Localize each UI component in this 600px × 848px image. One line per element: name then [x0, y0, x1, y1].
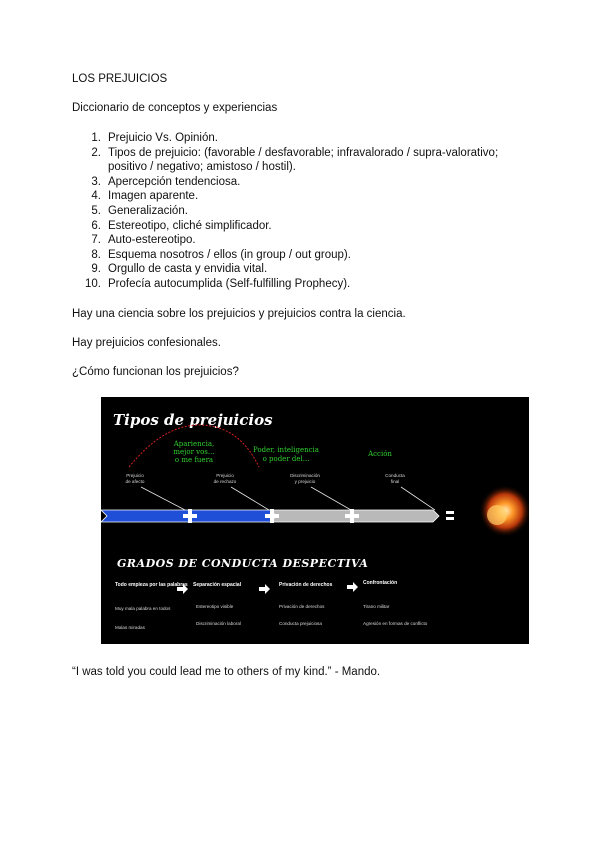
step-label: Separación espacial: [193, 582, 242, 588]
row-label: Muy mala palabra en todos: [115, 606, 171, 611]
green-label-line: Acción: [368, 450, 392, 458]
row-label: Tirano militar: [363, 604, 390, 609]
pointer-line: [141, 487, 185, 510]
pointer-line: [231, 487, 269, 510]
explosion-core: [487, 505, 507, 525]
green-label-line: mejor vos...: [173, 448, 215, 456]
plus-icon: [350, 509, 354, 523]
list-text: Esquema nosotros / ellos (in group / out group).: [108, 248, 351, 261]
green-label-line: o poder del...: [262, 455, 310, 463]
list-text: Prejuicio Vs. Opinión.: [108, 132, 218, 144]
row-label: Malas miradas: [115, 625, 145, 630]
small-label-line: de afecto: [125, 479, 145, 484]
list-item: [72, 233, 532, 248]
row-label: Discriminación laboral: [196, 621, 241, 626]
list-text: Generalización.: [108, 204, 188, 217]
list-number: 6.: [91, 219, 101, 232]
small-label-line: final: [390, 479, 400, 484]
row-label: Conducta prejuiciosa: [279, 621, 322, 626]
plus-icon: [270, 509, 274, 523]
row-label: Agresión en formas de conflicto: [363, 621, 428, 626]
small-label-line: Conducta: [385, 473, 405, 478]
list-number: 1.: [91, 132, 101, 144]
green-label-line: Poder, inteligencia: [253, 446, 319, 454]
list-text: Apercepción tendenciosa.: [108, 175, 241, 188]
arrow-right-icon: [259, 584, 270, 594]
row-label: Privación de derechos: [279, 604, 325, 609]
list-text: Tipos de prejuicio: (favorable / desfavorable; infravalorado / supra-valorativo; positivo / negativo; amistoso / hostil).: [108, 146, 499, 174]
concept-list: [72, 131, 532, 292]
list-item: [72, 262, 532, 277]
list-item: [72, 189, 532, 204]
list-number: 10.: [85, 277, 101, 290]
small-label-line: Prejuicio: [126, 473, 144, 478]
paragraph-ciencia: Hay una ciencia sobre los prejuicios y prejuicios contra la ciencia.: [72, 308, 406, 320]
list-number: 7.: [91, 234, 101, 247]
list-item: [72, 277, 532, 292]
quote: “I was told you could lead me to others of my kind.” - Mando.: [72, 666, 381, 678]
green-label-line: Apariencia,: [173, 440, 215, 448]
green-label-line: o me fuera: [174, 456, 214, 464]
doc-subtitle: Diccionario de conceptos y experiencias: [72, 102, 278, 114]
list-item: [72, 219, 532, 234]
equals-icon: [446, 511, 454, 514]
list-item: [72, 204, 532, 219]
list-item: [72, 146, 532, 175]
figure-title: Tipos de prejuicios: [113, 411, 273, 429]
arrow-right-icon: [347, 582, 358, 592]
equals-icon: [446, 517, 454, 520]
list-number: 2.: [91, 146, 101, 159]
step-label: Confrontación: [363, 580, 398, 586]
list-number: 4.: [91, 190, 101, 203]
list-item: [72, 131, 532, 146]
pointer-line: [311, 487, 351, 510]
plus-icon: [188, 509, 192, 523]
paragraph-confesionales: Hay prejuicios confesionales.: [72, 337, 221, 349]
list-number: 5.: [91, 204, 101, 217]
paragraph-question: ¿Cómo funcionan los prejuicios?: [72, 366, 239, 378]
step-label: Todo empieza por las palabras: [115, 582, 188, 588]
small-label-line: de rechazo: [213, 479, 237, 484]
small-label-line: y prejuicio: [294, 479, 316, 484]
list-text: Auto-estereotipo.: [108, 234, 196, 247]
section-title: GRADOS DE CONDUCTA DESPECTIVA: [117, 557, 369, 570]
row-label: Estereotipo visible: [196, 604, 234, 609]
small-label-line: Discriminación: [290, 473, 320, 478]
doc-title: LOS PREJUICIOS: [72, 73, 168, 85]
list-text: Imagen aparente.: [108, 190, 199, 203]
list-text: Profecía autocumplida (Self-fulfilling Prophecy).: [108, 277, 351, 290]
list-number: 8.: [91, 248, 101, 261]
list-number: 9.: [91, 263, 101, 276]
list-text: Estereotipo, cliché simplificador.: [108, 219, 272, 232]
list-number: 3.: [91, 175, 101, 188]
pointer-line: [401, 487, 435, 510]
small-label-line: Prejuicio: [216, 473, 234, 478]
prejudice-types-figure: [101, 397, 529, 644]
list-text: Orgullo de casta y envidia vital.: [108, 263, 268, 276]
figure-canvas: [101, 397, 529, 644]
step-label: Privación de derechos: [279, 582, 333, 588]
list-item: [72, 248, 532, 263]
list-item: [72, 175, 532, 190]
